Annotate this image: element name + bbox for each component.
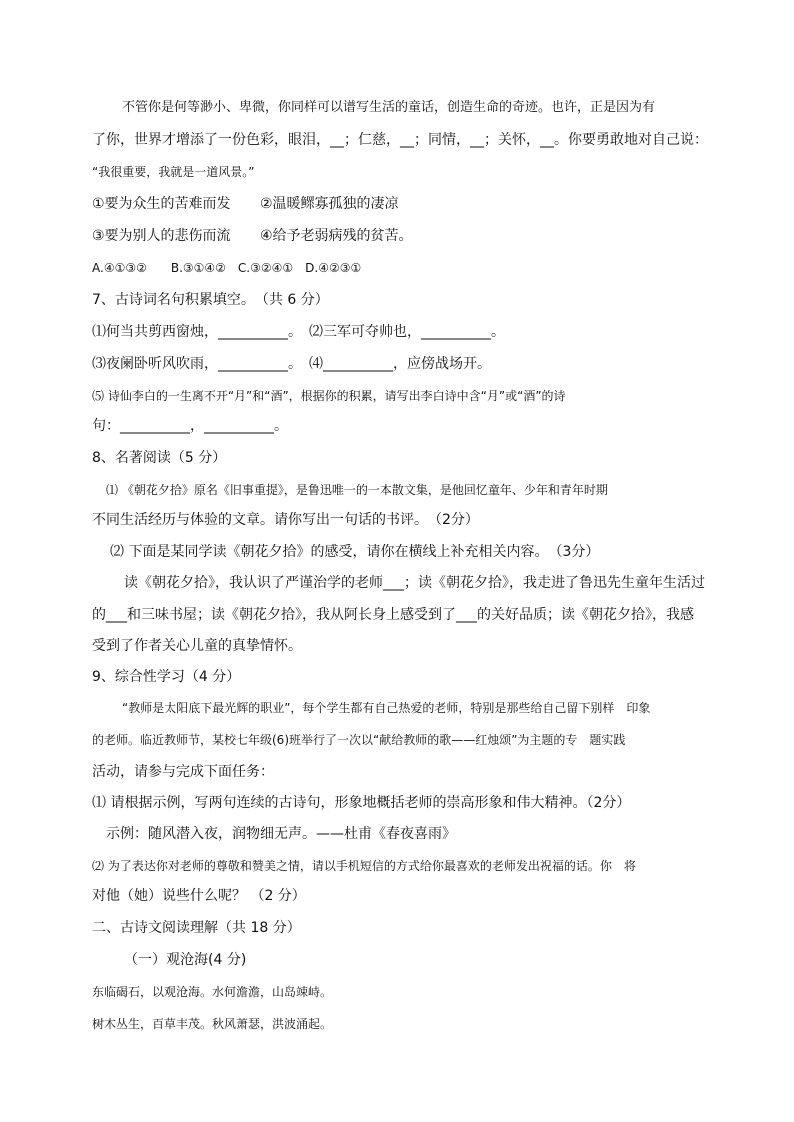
q8-part2-title: ⑵ 下面是某同学读《朝花夕拾》的感受，请你在横线上补充相关内容。 （3分）	[110, 544, 600, 560]
passage-line-3: “我很重要，我就是一道风景。”	[92, 165, 255, 179]
q9-intro-line-3: 活动，请参与完成下面任务：	[92, 764, 274, 780]
q8-part2-line-1: 读《朝花夕拾》，我认识了严谨治学的老师___；读《朝花夕拾》，我走进了鲁迅先生童年生活过	[124, 575, 705, 591]
q9-task-2-line-1: ⑵ 为了表达你对老师的尊敬和赞美之情，请以手机短信的方式给你最喜欢的老师发出祝福的话。你 将	[92, 859, 636, 873]
q8-title: 8、名著阅读（5 分）	[92, 450, 227, 466]
q8-part2-line-2: 的___和三味书屋；读《朝花夕拾》，我从阿长身上感受到了___的关好品质；读《朝花夕拾》，我感	[92, 607, 694, 623]
option-2: ②温暖鳏寡孤独的凄凉	[260, 196, 399, 212]
q8-part1-line-1: ⑴ 《朝花夕拾》原名《旧事重提》，是鲁迅唯一的一本散文集，是他回忆童年、少年和青年时期	[106, 483, 608, 497]
q8-part1-line-2: 不同生活经历与体验的文章。请你写出一句话的书评。 （2分）	[92, 512, 479, 528]
poem-line-1: 东临碣石，以观沧海。水何澹澹，山岛竦峙。	[92, 985, 333, 999]
passage-line-1: 不管你是何等渺小、卑微，你同样可以谱写生活的童话，创造生命的奇迹。也许，正是因为有	[122, 100, 656, 115]
passage-line-2: 了你，世界才增添了一份色彩，眼泪，__；仁慈，__；同情，__；关怀，__。你要勇敢地对自己说：	[92, 132, 708, 148]
q7-line-2: ⑶夜阑卧听风吹雨，__________。 ⑷__________，应傍战场开。	[92, 356, 491, 372]
q7-line-1: ⑴何当共剪西窗烛，__________。 ⑵三军可夺帅也，__________。	[92, 324, 505, 340]
section-2-subtitle: （一）观沧海(4 分)	[124, 952, 247, 968]
q7-line-4: 句：__________，__________。	[92, 418, 288, 434]
q9-title: 9、综合性学习（4 分）	[92, 669, 241, 685]
section-2-title: 二、古诗文阅读理解（共 18 分）	[92, 920, 301, 936]
answer-choices: A.④①③② B.③①④② C.③②④① D.④②③①	[92, 261, 362, 275]
q9-intro-line-1: “教师是太阳底下最光辉的职业”，每个学生都有自己热爱的老师，特别是那些给自己留下别样 印象	[122, 701, 651, 715]
q7-line-3: ⑸ 诗仙李白的一生离不开“月”和“酒”，根据你的积累，请写出李白诗中含“月”或“酒”的诗	[92, 389, 566, 403]
option-1: ①要为众生的苦难而发	[92, 196, 231, 212]
q8-part2-line-3: 受到了作者关心儿童的真挚情怀。	[92, 638, 302, 654]
q9-task-1: ⑴ 请根据示例，写两句连续的古诗句，形象地概括老师的崇高形象和伟大精神。（2分）	[92, 795, 631, 811]
option-4: ④给予老弱病残的贫苦。	[260, 228, 413, 244]
option-3: ③要为别人的悲伤而流	[92, 228, 231, 244]
q9-task-2-line-2: 对他（她）说些什么呢？ （2 分）	[92, 888, 306, 904]
q9-example: 示例：随风潜入夜，润物细无声。——杜甫《春夜喜雨》	[106, 826, 456, 842]
q7-title: 7、古诗词名句积累填空。 （共 6 分）	[92, 292, 329, 308]
poem-line-2: 树木丛生，百草丰茂。秋风萧瑟，洪波涌起。	[92, 1017, 333, 1031]
q9-intro-line-2: 的老师。临近教师节，某校七年级(6)班举行了一次以“献给教师的歌——红烛颂”为主题的专 题实践	[92, 733, 626, 747]
